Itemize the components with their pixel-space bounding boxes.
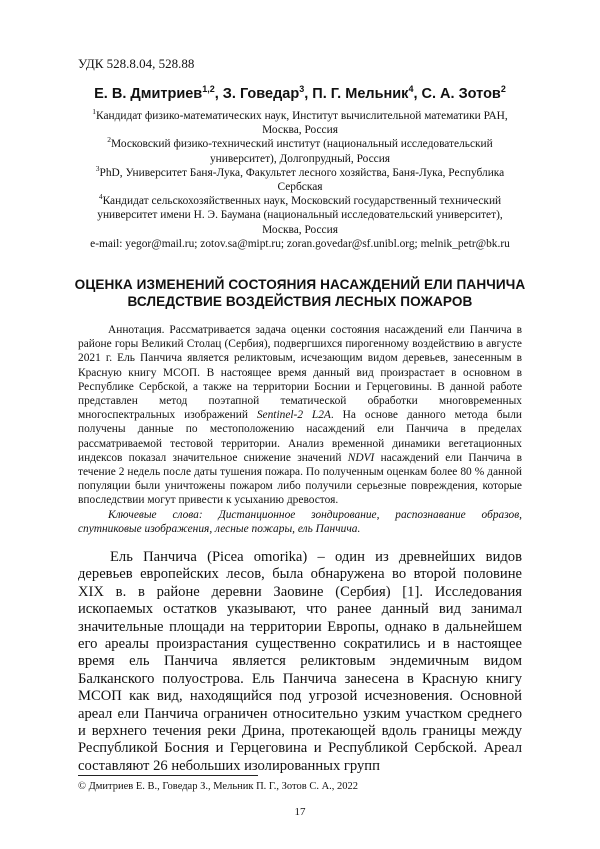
affiliation [78, 109, 522, 137]
affiliation-marker: 4 [98, 192, 103, 202]
abstract-part: насаждений ели Панчича в течение 2 недель после даты тушения пожара. По полученным оценкам более 80 % данной популяции были уничтожены пожаром либо получили серьезные повреждения, которые впоследствии могут привести к усыханию древостоя. [78, 451, 522, 507]
udk-code: УДК 528.8.04, 528.88 [78, 56, 195, 71]
abstract [78, 323, 522, 536]
author-affiliation-marker: 3 [299, 84, 305, 95]
affiliation [78, 166, 522, 194]
affiliation-marker: 1 [92, 107, 96, 117]
footnote-divider [78, 775, 258, 776]
affiliation [78, 137, 522, 165]
paper-title: ОЦЕНКА ИЗМЕНЕНИЙ СОСТОЯНИЯ НАСАЖДЕНИЙ ЕЛИ ПАНЧИЧА ВСЛЕДСТВИЕ ВОЗДЕЙСТВИЯ ЛЕСНЫХ ПОЖАРОВ [74, 277, 526, 309]
abstract-part: . На основе данного метода были получены данные по местоположению насаждений ели Панчича в пределах рассматриваемой тестовой территории. Анализ временной динамики вегетационных индексов показал значительное снижение значений [78, 409, 522, 464]
affiliation-text: Московский физико-технический институт (национальный исследовательский университет), Долгопрудный, Россия [111, 138, 493, 165]
author-affiliation-marker: 4 [408, 84, 414, 95]
author-list [60, 86, 540, 102]
abstract-text [78, 323, 522, 508]
author-separator: , [304, 86, 313, 102]
affiliation-marker: 3 [95, 164, 100, 174]
author-affiliation-marker: 1,2 [202, 84, 215, 95]
author-name: П. Г. Мельник [312, 86, 409, 102]
author-name: Е. В. Дмитриев [94, 86, 203, 102]
affiliation-text: Кандидат сельскохозяйственных наук, Московский государственный технический университет имени Н. Э. Баумана (национальный исследовательский университет), Москва, Россия [97, 195, 503, 236]
body-paragraph: Ель Панчича (Picea omorika) – один из древнейших видов деревьев европейских лесов, была обнаружена во второй половине XIX в. в районе деревни Заовине (Сербия) [1]. Исследования ископаемых остатков указывают, что ранее данный вид занимал значительные площади на территории Европы, однако в дальнейшем его ареалы произрастания существенно сократились и в настоящее время ель Панчича является реликтовым эндемичным видом Балканского полуострова. Ель Панчича занесена в Красную книгу МСОП как вид, находящийся под угрозой исчезновения. Основной ареал ели Панчича ограничен относительно узким участком среднего и верхнего течения реки Дрина, протекающей вдоль границы между Республикой Босния и Герцеговина и Республикой Сербской. Ареал составляют 26 небольших изолированных групп [78, 549, 522, 774]
author-name: З. Говедар [222, 86, 300, 102]
keywords: Ключевые слова: Дистанционное зондирование, распознавание образов, спутниковые изображения, лесные пожары, ель Панчича. [78, 508, 522, 535]
author-name: С. А. Зотов [421, 86, 501, 102]
ndvi-term: NDVI [347, 451, 375, 464]
affiliation-marker: 2 [107, 135, 111, 145]
affiliation-text: PhD, Университет Баня-Лука, Факультет лесного хозяйства, Баня-Лука, Республика Сербская [99, 166, 505, 194]
affiliation-text: Кандидат физико-математических наук, Институт вычислительной математики РАН, Москва, Россия [96, 110, 508, 137]
author-affiliation-marker: 2 [500, 84, 506, 95]
affiliations [78, 109, 522, 251]
author-separator: , [214, 86, 223, 102]
copyright-footnote: © Дмитриев Е. В., Говедар З., Мельник П. Г., Зотов С. А., 2022 [78, 781, 359, 792]
abstract-part: Аннотация. Рассматривается задача оценки состояния насаждений ели Панчича в районе горы Великий Столац (Сербия), подвергшихся пирогенному воздействию в августе 2021 г. Ель Панчича является реликтовым, исчезающим видом деревьев, занесенным в Красную книгу МСОП. В настоящее время данный вид произрастает в основном в Республике Сербской, а также на территории Боснии и Герцеговины. В данной работе представлен метод поэтапной тематической обработки многовременных многоспектральных изображений [78, 324, 522, 422]
sentinel-term: Sentinel-2 L2A [256, 409, 331, 422]
affiliation [78, 194, 522, 237]
page-number: 17 [294, 806, 306, 818]
email-list: e-mail: yegor@mail.ru; zotov.sa@mipt.ru; zoran.govedar@sf.unibl.org; melnik_petr@bk.ru [90, 237, 510, 250]
author-separator: , [413, 86, 422, 102]
body-text [78, 549, 522, 775]
